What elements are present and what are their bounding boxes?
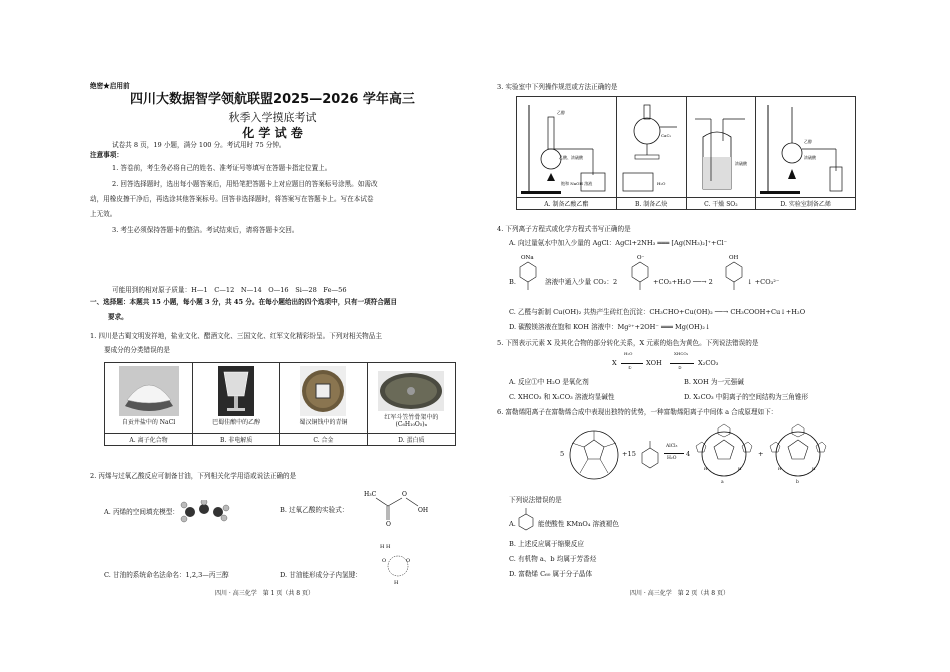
exam-title: 四川大数据智学领航联盟2025—2026 学年高三 xyxy=(130,92,415,107)
q1-option-a-cell xyxy=(105,363,193,434)
q1-c-caption: 蜀汉铜钱中的青铜 xyxy=(299,419,348,426)
exam-meta: 试卷共 8 页，19 小题，满分 100 分。考试用时 75 分钟。 xyxy=(112,141,286,149)
scheme-xoh: XOH xyxy=(646,359,662,367)
catalyst-label: AlCl₃ xyxy=(666,444,678,449)
notice-3: 3. 考生必须保持答题卡的整洁。考试结束后，请将答题卡交回。 xyxy=(112,226,299,234)
svg-text:H: H xyxy=(812,466,816,471)
question-5: 5. 下图表示元素 X 及其化合物的部分转化关系，X 元素的焰色为黄色。下列说法错误的是 xyxy=(497,339,759,347)
notice-2a: 2. 回答选择题时，选出每小题答案后，用铅笔把答题卡上对应题目的答案标号涂黑。如需改 xyxy=(112,180,378,188)
q2-option-d: D. 甘油能形成分子内氢键： xyxy=(280,571,362,579)
q3-option-a: A. 制备乙酸乙酯 xyxy=(517,198,617,210)
q5-option-a: A. 反应①中 H₂O 是氧化剂 xyxy=(509,378,589,386)
question-3: 3. 实验室中下列操作规范或方法正确的是 xyxy=(497,83,618,91)
peracetic-acid-structure xyxy=(362,486,442,530)
scheme-h2o: H₂O xyxy=(624,351,633,356)
q2-option-b: B. 过氧乙酸的实验式： xyxy=(280,506,349,514)
fullerene-c60-icon xyxy=(568,428,620,482)
q1-d-caption: 红军斗笠竹骨架中的 (C₆H₁₀O₅)ₙ xyxy=(384,414,439,428)
coef-15: +15 xyxy=(622,450,636,458)
scheme-arrow-1 xyxy=(621,363,643,364)
question-1-cont: 要成分的分类错误的是 xyxy=(104,346,170,354)
bronze-coin-image xyxy=(300,366,346,416)
right-footer: 四川 · 高三化学 第 2 页（共 8 页） xyxy=(630,590,729,597)
phenoxide-ion-structure-icon xyxy=(629,252,651,294)
scheme-step-1: ① xyxy=(628,365,632,370)
gas-drying-bottle-icon xyxy=(687,97,755,197)
svg-text:OH: OH xyxy=(729,255,739,261)
section-1-header-cont: 要求。 xyxy=(108,313,128,321)
glycerol-h-bond-structure xyxy=(378,540,418,586)
q1-option-a: A. 离子化合物 xyxy=(105,434,193,446)
question-4: 4. 下列离子方程式或化学方程式书写正确的是 xyxy=(497,225,631,233)
q1-option-c-cell xyxy=(280,363,368,434)
propene-model xyxy=(180,500,230,524)
q6-option-a: 能使酸性 KMnO₄ 溶液褪色 xyxy=(538,520,619,528)
q3-apparatus-c xyxy=(686,97,756,198)
svg-text:H: H xyxy=(704,466,708,471)
ethylene-apparatus-icon xyxy=(756,97,854,197)
q1-options-table xyxy=(104,362,456,446)
q3-option-b: B. 制备乙炔 xyxy=(616,198,686,210)
svg-text:O: O xyxy=(406,558,411,564)
q1-option-b: B. 非电解质 xyxy=(193,434,280,446)
toluene-structure-icon xyxy=(640,440,660,470)
q3-apparatus-b xyxy=(616,97,686,198)
product-a-structure-icon xyxy=(692,422,756,484)
q1-option-d: D. 蛋白质 xyxy=(367,434,455,446)
notice-2c: 上无效。 xyxy=(90,210,117,218)
bamboo-hat-image xyxy=(378,371,444,411)
q3-option-c: C. 干燥 SO₂ xyxy=(686,198,756,210)
left-footer: 四川 · 高三化学 第 1 页（共 8 页） xyxy=(215,590,314,597)
q4-option-a: A. 向过量氨水中加入少量的 AgCl：AgCl+2NH₃ ═══ [Ag(NH₃)₂]⁺+Cl⁻ xyxy=(509,239,728,247)
liquor-glass-image xyxy=(218,366,254,416)
label-water: H₂O xyxy=(656,181,666,186)
question-6: 6. 富勒烯阳离子在富勒烯合成中表现出独特的优势，一种富勒烯阳离子中间体 a 合成原理如下： xyxy=(497,408,778,416)
acetylene-apparatus-icon xyxy=(617,97,685,197)
reaction-arrow xyxy=(664,453,684,454)
label-ethanol-d: 乙醇 xyxy=(804,139,813,144)
q4-option-d: D. 碳酸镁溶液在饱和 KOH 溶液中：Mg²⁺+2OH⁻ ═══ Mg(OH)₂↓ xyxy=(509,323,711,331)
label-naoh: 饱和 NaOH 溶液 xyxy=(561,181,593,186)
q4b-text-2: +CO₂+H₂O ──→ 2 xyxy=(653,278,713,286)
q4b-text-3: ↓ +CO₃²⁻ xyxy=(747,278,780,286)
notice-2b: 动，用橡皮擦干净后，再选涂其他答案标号。回答非选择题时，将答案写在答题卡上。写在本试卷 xyxy=(90,195,374,203)
sodium-phenoxide-structure-icon xyxy=(517,252,539,294)
svg-text:O: O xyxy=(386,521,391,528)
scheme-step-2: ② xyxy=(678,365,682,370)
water-label: H₂O xyxy=(667,456,677,461)
coef-4: 4 xyxy=(686,450,691,458)
q4-option-c: C. 乙醛与新制 Cu(OH)₂ 共热产生砖红色沉淀：CH₃CHO+Cu(OH)₂ ──→ CH₃COOH+Cu↓+H₂O xyxy=(509,308,806,316)
label-cac2: CaC₂ xyxy=(660,133,671,138)
q6-option-c: C. 有机物 a、b 均属于芳香烃 xyxy=(509,555,597,563)
notice-title: 注意事项： xyxy=(90,151,123,159)
q5-scheme xyxy=(612,350,752,372)
label-ethanol-a: 乙醇 xyxy=(557,110,565,115)
label-a: a xyxy=(721,480,724,485)
label-h2so4-c: 浓硫酸 xyxy=(734,161,747,166)
product-b-structure-icon xyxy=(766,422,830,484)
section-1-header: 一、选择题：本题共 15 小题，每小题 3 分，共 45 分。在每小题给出的四个选项中，只有一项符合题目 xyxy=(90,298,398,306)
q6-reaction-scheme xyxy=(560,420,860,490)
svg-text:H H: H H xyxy=(380,544,391,550)
scheme-arrow-2 xyxy=(670,363,694,364)
svg-text:O: O xyxy=(402,491,407,498)
coef-5: 5 xyxy=(560,450,565,458)
q1-b-caption: 巴蜀佳酿中的乙醇 xyxy=(212,419,261,426)
q2-option-c: C. 甘油的系统命名法命名：1,2,3—丙三醇 xyxy=(104,571,229,579)
q6-intro: 下列说法错误的是 xyxy=(509,496,562,504)
label-b: b xyxy=(796,480,799,485)
q1-a-caption: 自贡井盐中的 NaCl xyxy=(121,419,176,426)
svg-text:H: H xyxy=(738,466,742,471)
scheme-x: X xyxy=(612,359,617,367)
q3-apparatus-a xyxy=(517,97,617,198)
svg-text:H₃C: H₃C xyxy=(364,491,377,498)
q1-option-b-cell xyxy=(193,363,280,434)
q3-apparatus-table xyxy=(516,96,856,210)
q6-option-d: D. 富勒烯 C₆₀ 属于分子晶体 xyxy=(509,570,593,578)
exam-subtitle: 秋季入学摸底考试 xyxy=(228,111,317,124)
scheme-xhco3: XHCO₃ xyxy=(674,351,689,356)
q5-option-b: B. XOH 为一元强碱 xyxy=(684,378,744,386)
label-acid-a: 乙酸、浓硫酸 xyxy=(559,155,583,160)
notice-1: 1. 答卷前，考生务必将自己的姓名、准考证号等填写在答题卡指定位置上。 xyxy=(112,164,332,172)
subject-title: 化 学 试 卷 xyxy=(242,126,303,140)
svg-text:+: + xyxy=(728,430,732,435)
q1-option-c: C. 合金 xyxy=(280,434,368,446)
salt-image xyxy=(119,366,179,416)
scheme-x2co3: X₂CO₃ xyxy=(698,359,719,367)
q3-apparatus-d xyxy=(756,97,856,198)
q4-option-b: B. ONa 溶液中通入少量 CO₂：2 O⁻ +CO₂+H₂O ──→ 2 OH ↓ +CO₃²⁻ xyxy=(509,252,854,302)
q5-option-d: D. X₂CO₃ 中阴离子的空间结构为三角锥形 xyxy=(684,393,809,401)
plus-sign: + xyxy=(758,450,764,458)
phenol-structure-icon xyxy=(723,252,745,294)
esterification-apparatus-icon xyxy=(517,97,615,197)
svg-text:O: O xyxy=(382,558,387,564)
q5-option-c: C. XHCO₃ 和 X₂CO₃ 溶液均显碱性 xyxy=(509,393,615,401)
secret-label: 绝密★启用前 xyxy=(90,82,130,90)
q6-option-b: B. 上述反应属于缩聚反应 xyxy=(509,540,584,548)
svg-text:H: H xyxy=(778,466,782,471)
q3-option-d: D. 实验室制备乙烯 xyxy=(756,198,856,210)
svg-text:H: H xyxy=(394,580,399,586)
svg-text:O⁻: O⁻ xyxy=(637,255,645,261)
label-h2so4-d: 浓硫酸 xyxy=(804,155,817,160)
q6-option-a-letter: A. xyxy=(509,520,516,528)
svg-text:ONa: ONa xyxy=(521,255,534,261)
q4b-text-1: 溶液中通入少量 CO₂：2 xyxy=(545,278,618,286)
atomic-masses: 可能用到的相对原子质量：H—1 C—12 N—14 O—16 Si—28 Fe—56 xyxy=(112,286,347,294)
question-2: 2. 丙烯与过氧乙酸反应可制备甘油，下列相关化学用语或说法正确的是 xyxy=(90,472,297,480)
q1-option-d-cell xyxy=(367,363,455,434)
svg-text:OH: OH xyxy=(418,507,429,514)
toluene-option-icon xyxy=(516,508,536,532)
q2-option-a: A. 丙烯的空间填充模型： xyxy=(104,508,179,516)
question-1: 1. 四川是古蜀文明发祥地，盐业文化、醋酒文化、三国文化、红军文化精彩纷呈。下列对相关物品主 xyxy=(90,332,382,340)
